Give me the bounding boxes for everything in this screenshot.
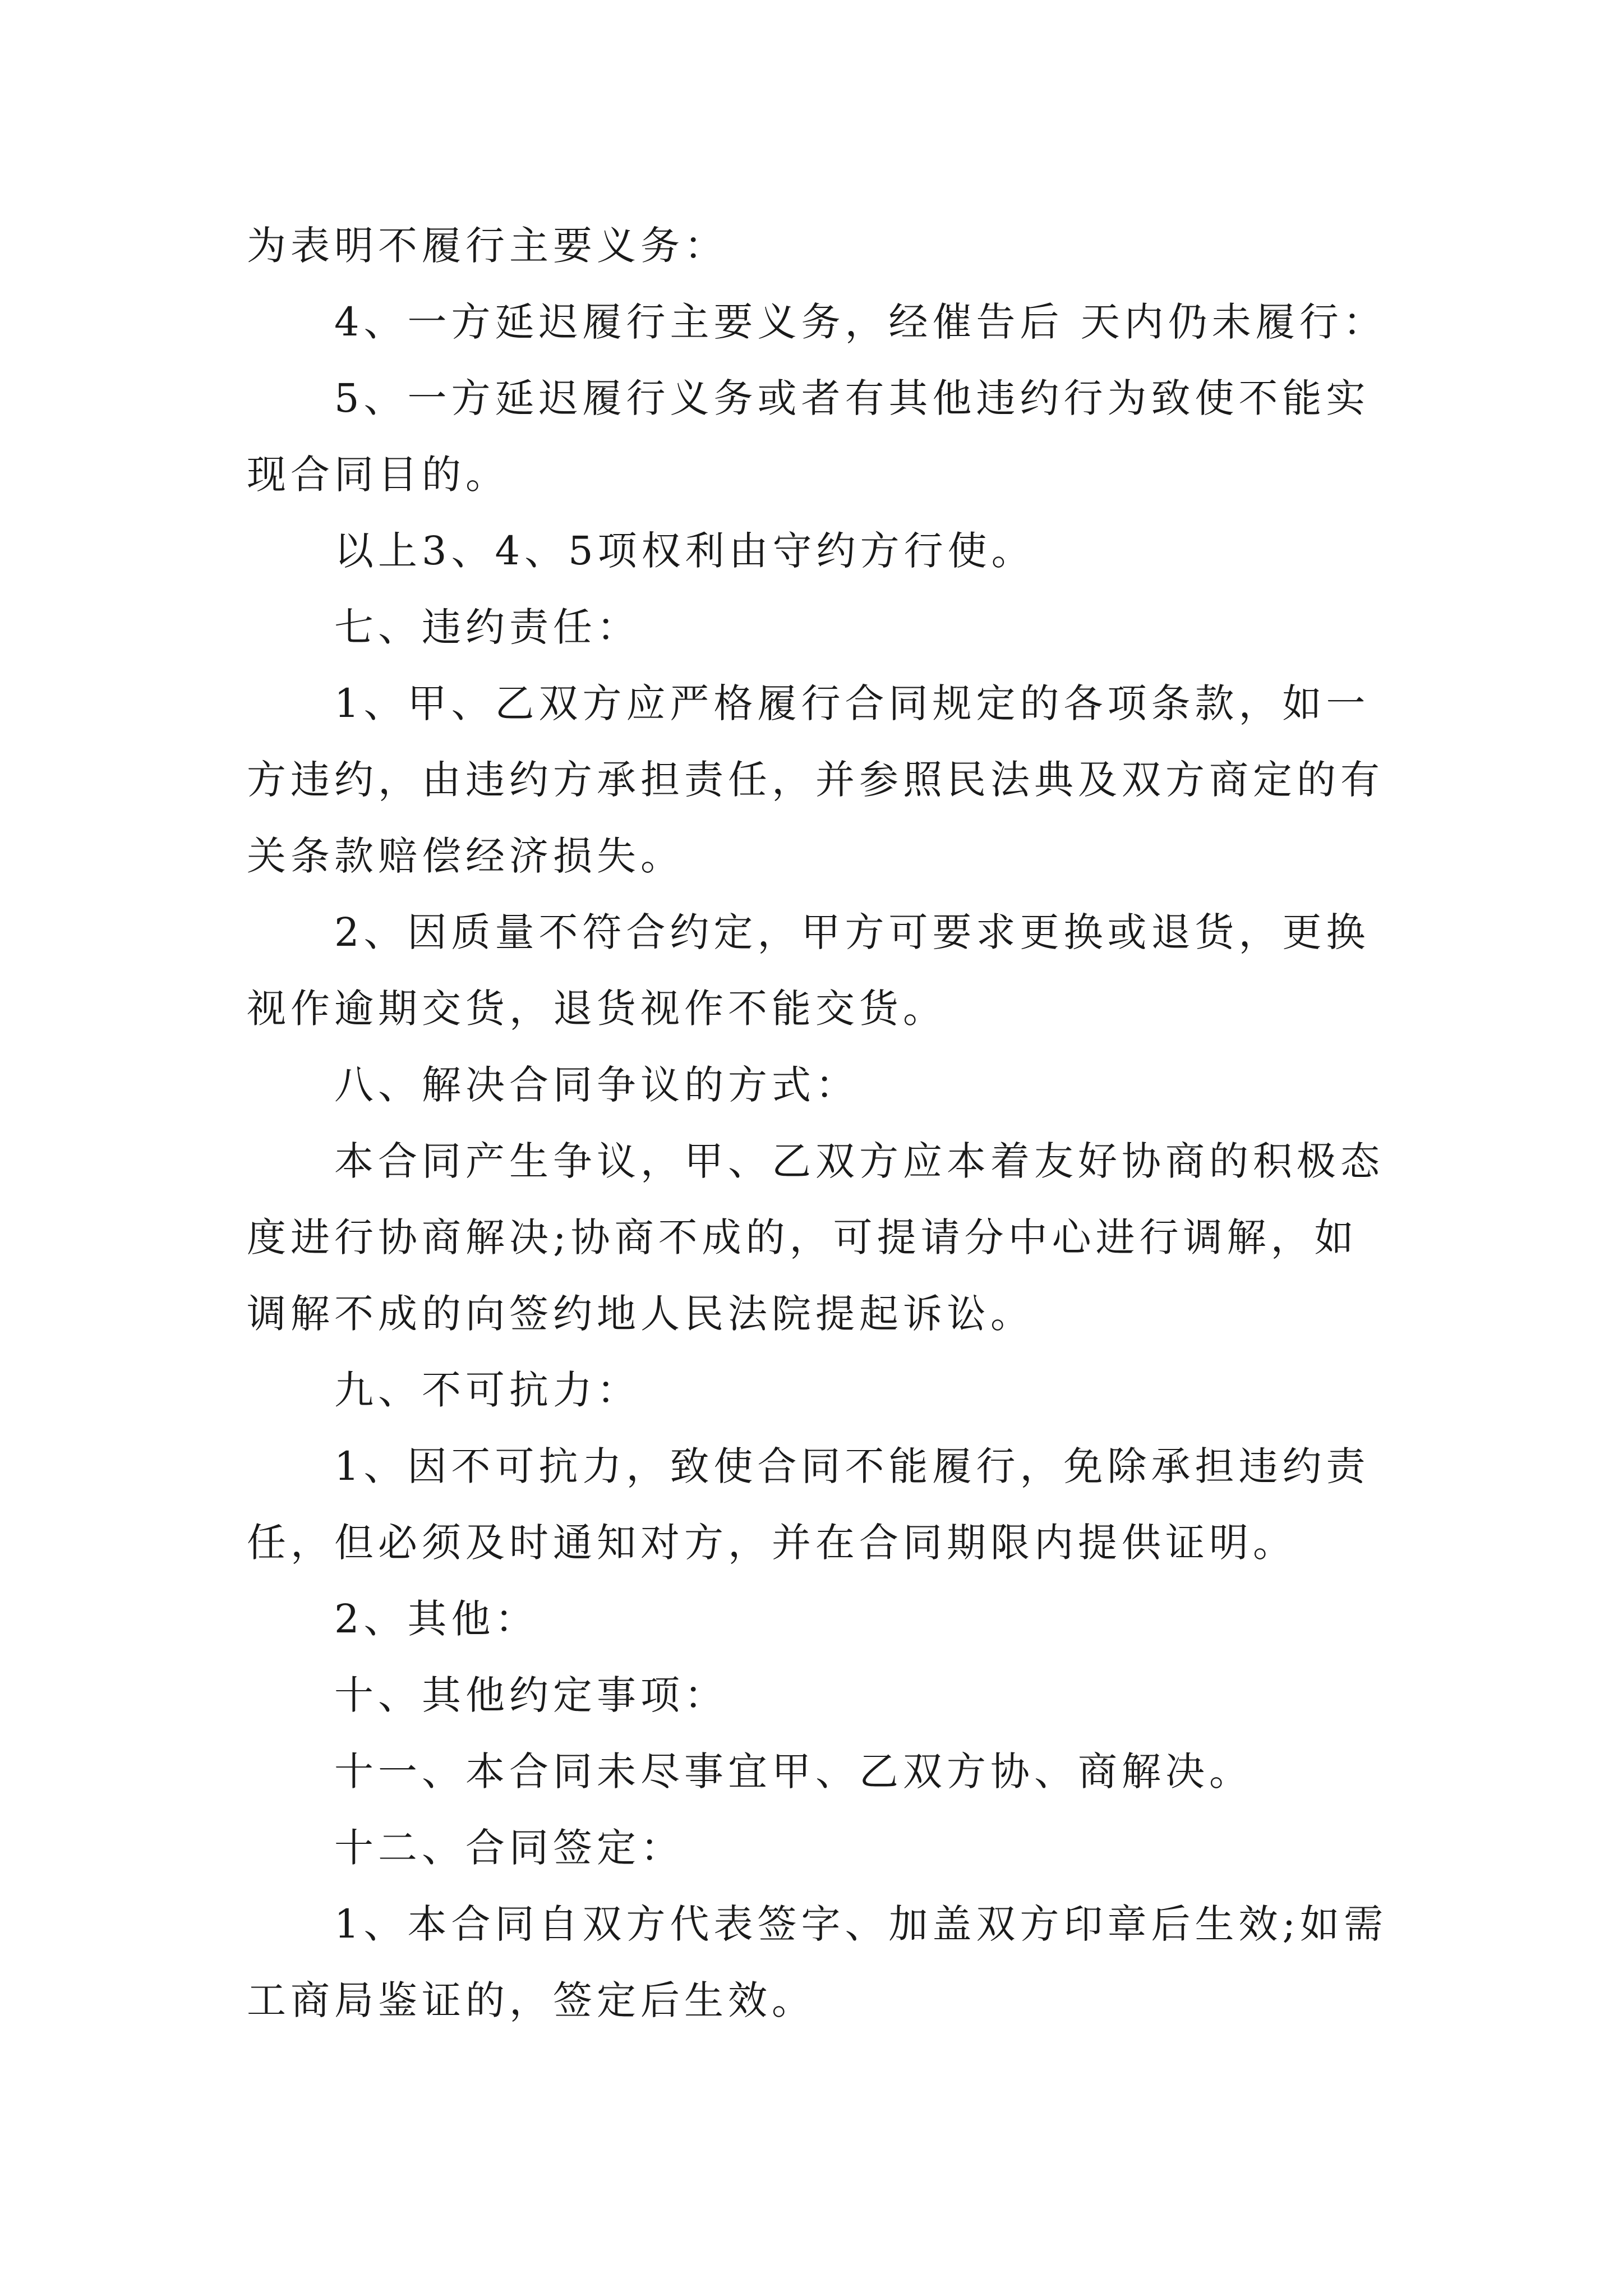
- section-heading-other-matters: 十、其他约定事项：: [334, 1672, 728, 1718]
- paragraph-11: 1、因不可抗力，致使合同不能履行，免除承担违约责任，但必须及时通知对方，并在合同期限内提供证明。: [247, 1443, 1370, 1566]
- section-heading-unresolved-matters: 十一、本合同未尽事宜甲、乙双方协、商解决。: [334, 1749, 1253, 1795]
- paragraph-9: 本合同产生争议，甲、乙双方应本着友好协商的积极态度进行协商解决;协商不成的，可提请分中心进行调解，如调解不成的向签约地人民法院提起诉讼。: [247, 1138, 1384, 1337]
- paragraph-1: 为表明不履行主要义务：: [247, 223, 728, 269]
- paragraph-12: 2、其他：: [334, 1596, 539, 1642]
- section-heading-breach: 七、违约责任：: [334, 604, 640, 650]
- paragraph-4: 以上3、4、5项权利由守约方行使。: [334, 528, 1035, 574]
- section-heading-signing: 十二、合同签定：: [334, 1825, 684, 1871]
- paragraph-2: 4、一方延迟履行主要义务，经催告后 天内仍未履行：: [334, 299, 1387, 345]
- paragraph-3: 5、一方延迟履行义务或者有其他违约行为致使不能实现合同目的。: [247, 375, 1370, 498]
- paragraph-6: 1、甲、乙双方应严格履行合同规定的各项条款，如一方违约，由违约方承担责任，并参照民法典及双方商定的有关条款赔偿经济损失。: [247, 680, 1384, 879]
- paragraph-16: 1、本合同自双方代表签字、加盖双方印章后生效;如需工商局鉴证的，签定后生效。: [247, 1901, 1388, 2023]
- section-heading-dispute: 八、解决合同争议的方式：: [334, 1062, 859, 1108]
- section-heading-force-majeure: 九、不可抗力：: [334, 1367, 640, 1413]
- paragraph-7: 2、因质量不符合约定，甲方可要求更换或退货，更换视作逾期交货，退货视作不能交货。: [247, 909, 1370, 1032]
- document-body: [247, 208, 1391, 2039]
